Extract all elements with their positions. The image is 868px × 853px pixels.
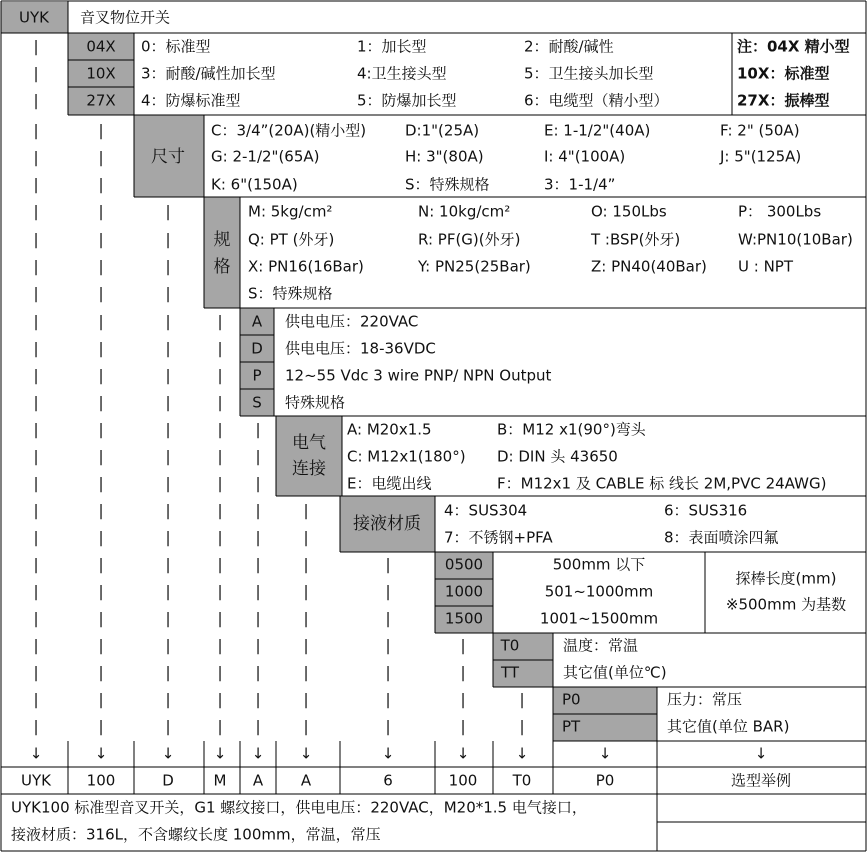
connector-bar: | bbox=[255, 501, 261, 520]
pressure-code: PT bbox=[562, 717, 581, 736]
power-option: 12~55 Vdc 3 wire PNP/ NPN Output bbox=[285, 366, 552, 385]
example-value: M bbox=[213, 771, 227, 790]
connector-bar: | bbox=[98, 690, 104, 709]
connector-bar: | bbox=[385, 582, 391, 601]
connector-bar: | bbox=[33, 257, 39, 276]
connector-bar: | bbox=[217, 420, 223, 439]
example-value: UYK bbox=[21, 771, 51, 790]
down-arrow: ↓ bbox=[456, 744, 470, 763]
spec-option: Y: PN25(25Bar) bbox=[418, 257, 531, 276]
connector-bar: | bbox=[33, 284, 39, 303]
connector-bar: | bbox=[33, 312, 39, 331]
down-arrow: ↓ bbox=[754, 744, 768, 763]
spec-option: T :BSP(外牙) bbox=[591, 230, 681, 249]
pressure-code: P0 bbox=[562, 690, 581, 709]
connector-bar: | bbox=[519, 717, 525, 736]
connector-bar: | bbox=[255, 717, 261, 736]
connector-bar: | bbox=[217, 393, 223, 412]
example-value: 6 bbox=[383, 771, 393, 790]
type-code: 04X bbox=[86, 37, 116, 56]
connector-bar: | bbox=[217, 447, 223, 466]
power-code: S bbox=[252, 393, 262, 412]
connector-bar: | bbox=[217, 474, 223, 493]
down-arrow: ↓ bbox=[161, 744, 175, 763]
size-option: C：3/4”(20A)(精小型) bbox=[211, 121, 367, 140]
power-code: A bbox=[251, 312, 263, 331]
connector-bar: | bbox=[165, 528, 171, 547]
connector-bar: | bbox=[303, 501, 309, 520]
spec-option: M: 5kg/cm² bbox=[248, 202, 333, 221]
size-option: K: 6"(150A) bbox=[211, 175, 298, 194]
size-option: F: 2" (50A) bbox=[720, 121, 800, 140]
length-code: 1500 bbox=[444, 609, 484, 628]
example-value: 100 bbox=[448, 771, 478, 790]
connector-bar: | bbox=[385, 663, 391, 682]
electric-option: C: M12x1(180°) bbox=[347, 447, 466, 466]
connector-bar: | bbox=[33, 555, 39, 574]
temp-option: 其它值(单位℃) bbox=[563, 663, 667, 682]
spec-option: S：特殊规格 bbox=[248, 284, 333, 303]
spec-label: 规 bbox=[213, 230, 231, 250]
connector-bar: | bbox=[255, 663, 261, 682]
connector-bar: | bbox=[98, 230, 104, 249]
size-label: 尺寸 bbox=[151, 147, 185, 167]
connector-bar: | bbox=[303, 663, 309, 682]
connector-bar: | bbox=[98, 555, 104, 574]
down-arrow: ↓ bbox=[381, 744, 395, 763]
connector-bar: | bbox=[217, 609, 223, 628]
connector-bar: | bbox=[165, 202, 171, 221]
size-option: 3：1-1/4” bbox=[544, 175, 616, 194]
material-option: 8：表面喷涂四氟 bbox=[664, 528, 779, 547]
connector-bar: | bbox=[98, 312, 104, 331]
connector-bar: | bbox=[33, 121, 39, 140]
connector-bar: | bbox=[217, 555, 223, 574]
connector-bar: | bbox=[165, 636, 171, 655]
connector-bar: | bbox=[460, 663, 466, 682]
connector-bar: | bbox=[165, 312, 171, 331]
product-title: 音叉物位开关 bbox=[80, 8, 171, 27]
size-option: J: 5"(125A) bbox=[720, 147, 802, 166]
length-option: 1001~1500mm bbox=[539, 609, 659, 628]
connector-bar: | bbox=[33, 690, 39, 709]
example-value: P0 bbox=[595, 771, 615, 790]
connector-bar: | bbox=[217, 501, 223, 520]
electric-option: B：M12 x1(90°)弯头 bbox=[497, 420, 646, 439]
connector-bar: | bbox=[33, 64, 39, 83]
connector-bar: | bbox=[165, 366, 171, 385]
connector-bar: | bbox=[385, 717, 391, 736]
connector-bar: | bbox=[165, 393, 171, 412]
power-code: D bbox=[251, 339, 263, 358]
type-option: 4：防爆标准型 bbox=[141, 91, 241, 110]
connector-bar: | bbox=[165, 609, 171, 628]
spec-option: R: PF(G)(外牙) bbox=[418, 230, 521, 249]
type-option: 2：耐酸/碱性 bbox=[524, 37, 614, 56]
size-option: S：特殊规格 bbox=[405, 175, 490, 194]
connector-bar: | bbox=[33, 366, 39, 385]
connector-bar: | bbox=[33, 447, 39, 466]
connector-bar: | bbox=[98, 121, 104, 140]
connector-bar: | bbox=[33, 717, 39, 736]
spec-option: N: 10kg/cm² bbox=[418, 202, 511, 221]
length-option: 501~1000mm bbox=[544, 582, 654, 601]
connector-bar: | bbox=[33, 393, 39, 412]
connector-bar: | bbox=[303, 717, 309, 736]
connector-bar: | bbox=[98, 528, 104, 547]
connector-bar: | bbox=[33, 420, 39, 439]
connector-bar: | bbox=[98, 420, 104, 439]
connector-bar: | bbox=[165, 717, 171, 736]
connector-bar: | bbox=[519, 690, 525, 709]
connector-bar: | bbox=[165, 447, 171, 466]
connector-bar: | bbox=[98, 393, 104, 412]
material-label: 接液材质 bbox=[353, 514, 421, 534]
electric-option: A: M20x1.5 bbox=[347, 420, 432, 439]
type-option: 0：标准型 bbox=[141, 37, 211, 56]
connector-bar: | bbox=[217, 636, 223, 655]
electric-label-cell bbox=[276, 416, 342, 496]
type-option: 4:卫生接头型 bbox=[357, 64, 447, 83]
connector-bar: | bbox=[255, 582, 261, 601]
connector-bar: | bbox=[98, 257, 104, 276]
length-option: 500mm 以下 bbox=[552, 555, 646, 574]
connector-bar: | bbox=[303, 690, 309, 709]
down-arrow: ↓ bbox=[29, 744, 43, 763]
connector-bar: | bbox=[217, 339, 223, 358]
size-option: D:1"(25A) bbox=[405, 121, 480, 140]
connector-bar: | bbox=[165, 230, 171, 249]
down-arrow: ↓ bbox=[299, 744, 313, 763]
size-option: I: 4"(100A) bbox=[544, 147, 626, 166]
power-option: 特殊规格 bbox=[285, 393, 346, 412]
size-option: E: 1-1/2"(40A) bbox=[544, 121, 651, 140]
down-arrow: ↓ bbox=[251, 744, 265, 763]
type-option: 1：加长型 bbox=[357, 37, 427, 56]
connector-bar: | bbox=[33, 501, 39, 520]
connector-bar: | bbox=[217, 312, 223, 331]
electric-label: 电气 bbox=[292, 433, 326, 453]
connector-bar: | bbox=[98, 339, 104, 358]
spec-option: Q: PT (外牙) bbox=[248, 230, 335, 249]
spec-option: X: PN16(16Bar) bbox=[248, 257, 364, 276]
connector-bar: | bbox=[33, 339, 39, 358]
connector-bar: | bbox=[255, 474, 261, 493]
length-note: 探棒长度(mm) bbox=[735, 569, 837, 588]
type-note: 10X：标准型 bbox=[737, 64, 830, 83]
example-value: 100 bbox=[86, 771, 116, 790]
example-description: UYK100 标准型音叉开关，G1 螺纹接口，供电电压：220VAC，M20*1.5 电气接口， bbox=[11, 798, 587, 817]
connector-bar: | bbox=[33, 528, 39, 547]
connector-bar: | bbox=[385, 555, 391, 574]
connector-bar: | bbox=[165, 420, 171, 439]
spec-option: O: 150Lbs bbox=[591, 202, 667, 221]
connector-bar: | bbox=[255, 555, 261, 574]
type-option: 6：电缆型（精小型） bbox=[524, 91, 669, 110]
down-arrow: ↓ bbox=[598, 744, 612, 763]
example-value: A bbox=[300, 771, 312, 790]
connector-bar: | bbox=[303, 555, 309, 574]
connector-bar: | bbox=[165, 284, 171, 303]
example-description: 接液材质：316L，不含螺纹长度 100mm，常温，常压 bbox=[11, 825, 381, 844]
type-note: 注：04X 精小型 bbox=[737, 37, 850, 56]
connector-bar: | bbox=[460, 690, 466, 709]
electric-label: 连接 bbox=[292, 459, 326, 479]
connector-bar: | bbox=[98, 148, 104, 167]
connector-bar: | bbox=[255, 447, 261, 466]
connector-bar: | bbox=[98, 636, 104, 655]
spec-option: P： 300Lbs bbox=[738, 202, 822, 221]
connector-bar: | bbox=[303, 528, 309, 547]
connector-bar: | bbox=[165, 690, 171, 709]
length-code: 0500 bbox=[444, 555, 484, 574]
connector-bar: | bbox=[98, 717, 104, 736]
down-arrow: ↓ bbox=[213, 744, 227, 763]
electric-option: D: DIN 头 43650 bbox=[497, 447, 618, 466]
connector-bar: | bbox=[33, 609, 39, 628]
connector-bar: | bbox=[33, 91, 39, 110]
connector-bar: | bbox=[33, 230, 39, 249]
connector-bar: | bbox=[217, 717, 223, 736]
connector-bar: | bbox=[255, 636, 261, 655]
spec-label-cell bbox=[204, 197, 240, 308]
connector-bar: | bbox=[255, 420, 261, 439]
power-code: P bbox=[252, 366, 262, 385]
connector-bar: | bbox=[33, 37, 39, 56]
temp-option: 温度：常温 bbox=[563, 636, 639, 655]
connector-bar: | bbox=[165, 339, 171, 358]
connector-bar: | bbox=[303, 582, 309, 601]
connector-bar: | bbox=[98, 582, 104, 601]
connector-bar: | bbox=[385, 690, 391, 709]
example-value: A bbox=[252, 771, 264, 790]
type-option: 3：耐酸/碱性加长型 bbox=[141, 64, 276, 83]
header-code: UYK bbox=[19, 8, 49, 27]
spec-option: W:PN10(10Bar) bbox=[738, 230, 853, 249]
connector-bar: | bbox=[255, 528, 261, 547]
power-option: 供电电压：18-36VDC bbox=[285, 339, 436, 358]
connector-bar: | bbox=[98, 474, 104, 493]
connector-bar: | bbox=[165, 501, 171, 520]
connector-bar: | bbox=[303, 609, 309, 628]
down-arrow: ↓ bbox=[94, 744, 108, 763]
pressure-option: 其它值(单位 BAR) bbox=[667, 717, 790, 736]
connector-bar: | bbox=[33, 148, 39, 167]
connector-bar: | bbox=[33, 636, 39, 655]
electric-option: E：电缆出线 bbox=[347, 474, 432, 493]
example-value: T0 bbox=[512, 771, 532, 790]
connector-bar: | bbox=[385, 609, 391, 628]
length-note: ※500mm 为基数 bbox=[725, 595, 847, 614]
connector-bar: | bbox=[255, 609, 261, 628]
temp-code: TT bbox=[500, 663, 520, 682]
connector-bar: | bbox=[98, 447, 104, 466]
connector-bar: | bbox=[98, 366, 104, 385]
type-code: 27X bbox=[86, 91, 116, 110]
connector-bar: | bbox=[98, 609, 104, 628]
connector-bar: | bbox=[98, 663, 104, 682]
connector-bar: | bbox=[217, 582, 223, 601]
example-label: 选型举例 bbox=[730, 771, 792, 790]
connector-bar: | bbox=[98, 284, 104, 303]
temp-code: T0 bbox=[500, 636, 520, 655]
connector-bar: | bbox=[98, 501, 104, 520]
connector-bar: | bbox=[385, 636, 391, 655]
spec-label: 格 bbox=[213, 257, 231, 277]
type-option: 5：卫生接头加长型 bbox=[524, 64, 654, 83]
type-note: 27X：振棒型 bbox=[737, 91, 830, 110]
connector-bar: | bbox=[255, 690, 261, 709]
connector-bar: | bbox=[98, 175, 104, 194]
connector-bar: | bbox=[303, 636, 309, 655]
material-option: 6：SUS316 bbox=[664, 501, 748, 520]
connector-bar: | bbox=[460, 636, 466, 655]
connector-bar: | bbox=[165, 555, 171, 574]
size-option: G: 2-1/2"(65A) bbox=[211, 147, 320, 166]
connector-bar: | bbox=[460, 717, 466, 736]
length-code: 1000 bbox=[444, 582, 484, 601]
type-code: 10X bbox=[86, 64, 116, 83]
type-option: 5：防爆加长型 bbox=[357, 91, 457, 110]
example-value: D bbox=[162, 771, 174, 790]
material-option: 4：SUS304 bbox=[444, 501, 528, 520]
pressure-option: 压力：常压 bbox=[667, 690, 743, 709]
connector-bar: | bbox=[217, 528, 223, 547]
size-option: H: 3"(80A) bbox=[405, 147, 484, 166]
connector-bar: | bbox=[33, 582, 39, 601]
connector-bar: | bbox=[217, 663, 223, 682]
material-option: 7：不锈钢+PFA bbox=[444, 528, 553, 547]
down-arrow: ↓ bbox=[515, 744, 529, 763]
connector-bar: | bbox=[165, 663, 171, 682]
connector-bar: | bbox=[33, 175, 39, 194]
connector-bar: | bbox=[165, 474, 171, 493]
connector-bar: | bbox=[33, 663, 39, 682]
power-option: 供电电压：220VAC bbox=[285, 312, 419, 331]
connector-bar: | bbox=[33, 202, 39, 221]
connector-bar: | bbox=[217, 366, 223, 385]
spec-option: U : NPT bbox=[738, 257, 793, 276]
connector-bar: | bbox=[217, 690, 223, 709]
electric-option: F：M12x1 及 CABLE 标 线长 2M,PVC 24AWG) bbox=[497, 474, 827, 493]
connector-bar: | bbox=[98, 202, 104, 221]
connector-bar: | bbox=[165, 257, 171, 276]
spec-option: Z: PN40(40Bar) bbox=[591, 257, 707, 276]
connector-bar: | bbox=[33, 474, 39, 493]
connector-bar: | bbox=[165, 582, 171, 601]
